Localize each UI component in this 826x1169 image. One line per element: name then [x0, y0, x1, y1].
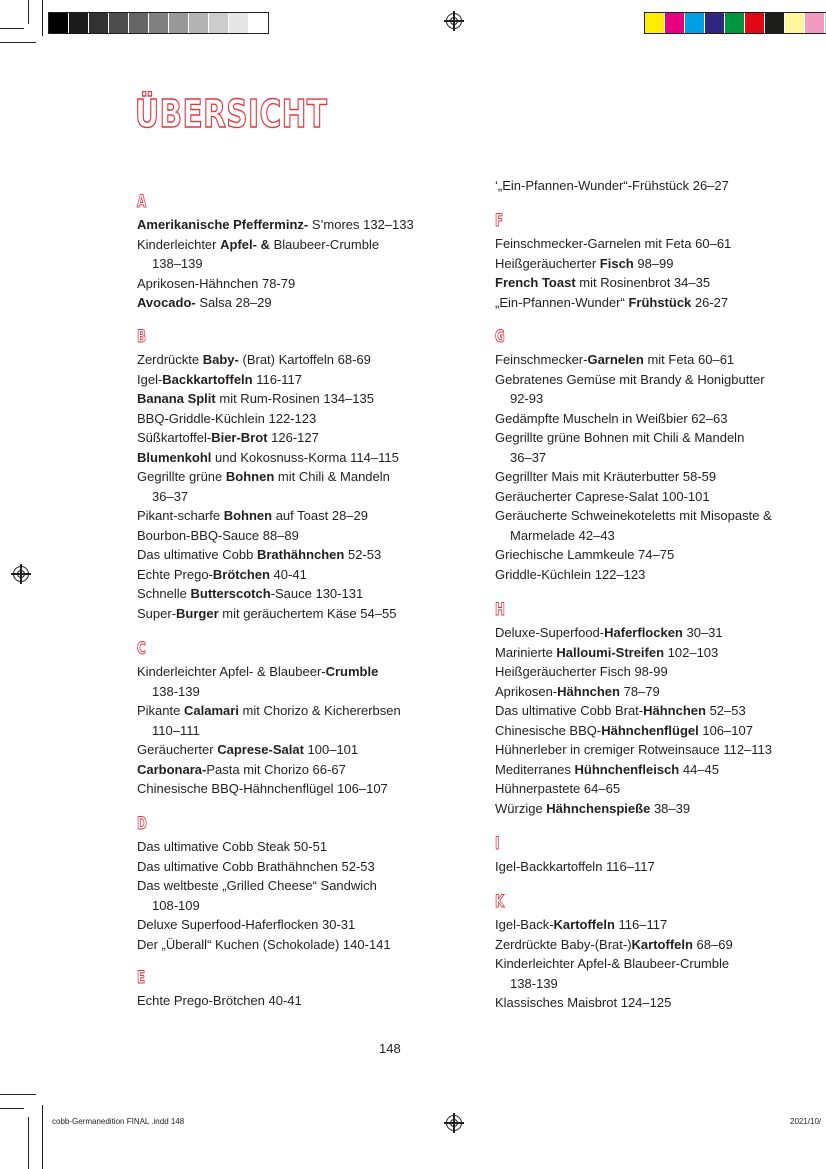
index-text: 100–101	[303, 742, 359, 757]
index-entry	[137, 876, 377, 896]
index-entry-continuation: 92-93	[510, 391, 544, 406]
index-entry	[137, 370, 302, 390]
index-entry	[137, 215, 414, 235]
index-entry	[137, 428, 319, 448]
index-entry	[495, 740, 772, 760]
section-letter: F	[495, 211, 504, 231]
index-keyword: Bier-Brot	[211, 430, 268, 445]
index-keyword: Banana Split	[137, 391, 216, 406]
index-keyword: Bohnen	[225, 469, 275, 484]
index-entry-continuation: Marmelade 42–43	[510, 527, 615, 543]
color-swatch	[685, 13, 705, 33]
index-text: 78–79	[619, 683, 660, 699]
index-text: Chinesische BBQ-	[495, 722, 602, 738]
color-swatch	[69, 13, 89, 33]
color-swatch	[765, 13, 785, 33]
index-entry	[495, 176, 729, 196]
index-text: Igel-	[137, 371, 163, 387]
index-entry	[137, 565, 307, 585]
index-text: Kinderleichter	[137, 236, 221, 252]
index-keyword: Calamari	[183, 703, 239, 718]
index-text: 102–103	[664, 644, 719, 660]
slug-date: 2021/10/	[790, 1117, 822, 1126]
index-entry	[495, 565, 645, 585]
index-keyword: Amerikanische Pfefferminz-	[137, 217, 309, 232]
index-entry	[495, 915, 667, 935]
index-text: Igel-Backkartoffeln 116–117	[495, 859, 655, 874]
index-text: Süßkartoffel-	[137, 430, 212, 445]
index-text: 38–39	[650, 800, 691, 816]
index-entry	[495, 760, 719, 780]
index-entry	[495, 293, 728, 313]
section-letter: D	[137, 814, 147, 834]
index-entry-continuation: 110–111	[152, 722, 200, 738]
index-keyword: Caprese-Salat	[217, 742, 304, 757]
index-text: Zerdrückte Baby-(Brat-)	[495, 936, 632, 952]
registration-mark-icon	[13, 566, 29, 582]
index-text: 116-117	[252, 371, 303, 387]
index-entry	[495, 682, 660, 702]
index-entry	[137, 837, 327, 857]
index-text: „Ein-Pfannen-Wunder“	[495, 294, 629, 310]
index-text: Kinderleichter Apfel- & Blaubeer-	[137, 664, 326, 679]
index-text: 26-27	[691, 294, 729, 310]
index-text: 30–31	[682, 625, 723, 640]
index-text: mit geräuchertem Käse 54–55	[218, 605, 397, 621]
index-text: 98–99	[633, 255, 674, 271]
index-text: 68–69	[692, 936, 733, 952]
color-swatch	[229, 13, 249, 33]
index-text: -Sauce 130-131	[270, 586, 364, 601]
index-text: mit Chili & Mandeln	[274, 469, 390, 484]
index-text: mit Rum-Rosinen 134–135	[215, 391, 374, 406]
index-entry	[137, 760, 346, 780]
index-text: 126-127	[267, 430, 319, 445]
index-text: 116–117	[614, 917, 668, 932]
index-text: Das ultimative Cobb Brat-	[495, 703, 644, 718]
color-swatch	[249, 13, 268, 33]
index-keyword: Burger	[176, 605, 219, 621]
index-keyword: Frühstück	[628, 294, 692, 310]
index-entry	[137, 740, 358, 760]
index-text: Das ultimative Cobb Brathähnchen 52-53	[137, 858, 375, 874]
crop-mark	[42, 0, 43, 36]
index-entry	[495, 935, 733, 955]
index-entry	[495, 428, 744, 448]
index-entry	[137, 779, 388, 799]
index-entry	[495, 779, 620, 799]
index-entry	[495, 993, 671, 1013]
index-text: Mediterranes	[495, 761, 575, 777]
index-text: ‘„Ein-Pfannen-Wunder“-Frühstück 26–27	[495, 178, 729, 193]
index-text: Gegrillter Mais mit Kräuterbutter 58-59	[495, 469, 717, 484]
index-entry	[137, 274, 295, 294]
index-text: Griechische Lammkeule 74–75	[495, 547, 675, 562]
index-entry	[495, 857, 655, 877]
section-letter: C	[137, 639, 146, 659]
index-keyword: Kartoffeln	[631, 936, 693, 952]
index-entry	[495, 273, 710, 293]
index-text: Heißgeräucherter	[495, 255, 600, 271]
index-entry	[495, 799, 690, 819]
index-text: 52–53	[705, 703, 746, 718]
index-keyword: Crumble	[325, 664, 379, 679]
registration-mark-icon	[446, 1115, 462, 1131]
crop-mark	[0, 1094, 36, 1095]
index-text: und Kokosnuss-Korma 114–115	[211, 449, 399, 465]
index-keyword: Bohnen	[223, 508, 273, 523]
index-entry	[137, 584, 363, 604]
index-text: Geräucherte Schweinekoteletts mit Misopaste &	[495, 508, 772, 523]
index-keyword: Butterscotch	[190, 586, 271, 601]
index-keyword: Avocado-	[137, 295, 196, 310]
index-text: Super-	[137, 605, 177, 621]
crop-mark	[0, 42, 36, 43]
index-keyword: Brathähnchen	[256, 547, 345, 562]
index-text: Gebratenes Gemüse mit Brandy & Honigbutter	[495, 371, 765, 387]
index-keyword: Baby-	[202, 352, 239, 367]
index-keyword: Hähnchenflügel	[601, 722, 699, 738]
index-keyword: Backkartoffeln	[162, 371, 253, 387]
index-entry	[137, 389, 374, 409]
index-text: Deluxe Superfood-Haferflocken 30-31	[137, 917, 356, 932]
index-entry	[137, 467, 390, 487]
section-letter: A	[137, 192, 147, 212]
index-entry	[137, 857, 375, 877]
index-entry	[137, 701, 401, 721]
index-entry-continuation: 108-109	[152, 897, 200, 913]
index-entry-continuation: 138–139	[152, 256, 203, 271]
index-text: Pasta mit Chorizo 66-67	[206, 761, 346, 777]
section-letter: E	[137, 968, 146, 988]
index-keyword: Kartoffeln	[553, 917, 615, 932]
color-swatch	[705, 13, 725, 33]
index-keyword: Hähnchen	[643, 703, 706, 718]
index-entry	[495, 234, 731, 254]
index-entry	[495, 350, 734, 370]
color-swatch	[49, 13, 69, 33]
color-swatch	[189, 13, 209, 33]
index-entry	[495, 643, 718, 663]
index-text: S’mores 132–133	[308, 217, 414, 232]
index-keyword: Garnelen	[587, 352, 644, 367]
index-text: Igel-Back-	[495, 917, 554, 932]
index-entry	[137, 235, 379, 255]
index-entry	[137, 662, 378, 682]
index-text: mit Rosinenbrot 34–35	[575, 275, 711, 290]
index-text: Gegrillte grüne	[137, 469, 226, 484]
index-text: Gedämpfte Muscheln in Weißbier 62–63	[495, 410, 728, 426]
crop-mark	[0, 28, 24, 29]
index-text: Geräucherter Caprese-Salat 100-101	[495, 488, 710, 504]
index-text: mit Feta 60–61	[643, 352, 735, 367]
index-keyword: Apfel- &	[220, 236, 270, 252]
index-text: Geräucherter	[137, 742, 218, 757]
index-keyword: Fisch	[599, 255, 634, 271]
index-entry	[137, 991, 302, 1011]
index-keyword: Haferflocken	[604, 625, 683, 640]
index-text: Pikante	[137, 703, 184, 718]
index-text: 40-41	[269, 566, 307, 582]
index-text: 44–45	[679, 761, 719, 777]
index-entry	[137, 915, 355, 935]
gray-color-bar	[48, 12, 269, 34]
section-letter: G	[495, 327, 505, 347]
registration-mark-icon	[446, 13, 462, 29]
index-text: Hühnerpastete 64–65	[495, 781, 621, 796]
index-entry	[495, 662, 668, 682]
index-entry	[137, 448, 399, 468]
index-text: auf Toast 28–29	[272, 508, 368, 523]
index-entry	[137, 526, 299, 546]
color-swatch	[109, 13, 129, 33]
index-entry	[137, 935, 391, 955]
index-text: Bourbon-BBQ-Sauce 88–89	[137, 527, 299, 543]
crop-mark	[28, 0, 29, 24]
index-text: Feinschmecker-Garnelen mit Feta 60–61	[495, 236, 732, 251]
index-text: mit Chorizo & Kichererbsen	[238, 703, 401, 718]
color-swatch	[745, 13, 765, 33]
index-keyword: Brötchen	[212, 566, 270, 582]
index-text: Echte Prego-Brötchen 40-41	[137, 993, 302, 1008]
index-keyword: French Toast	[495, 275, 576, 290]
crop-mark	[28, 1117, 29, 1169]
index-text: Kinderleichter Apfel-& Blaubeer-Crumble	[495, 956, 730, 971]
index-text: BBQ-Griddle-Küchlein 122-123	[137, 410, 317, 426]
color-swatch	[645, 13, 665, 33]
color-swatch	[805, 13, 825, 33]
index-text: Blaubeer-Crumble	[269, 236, 380, 252]
color-swatch	[665, 13, 685, 33]
color-swatch	[149, 13, 169, 33]
index-entry	[495, 370, 765, 390]
index-entry-continuation: 36–37	[510, 449, 547, 465]
index-text: Feinschmecker-	[495, 352, 588, 367]
index-entry	[495, 254, 674, 274]
index-text: Chinesische BBQ-Hähnchenflügel 106–107	[137, 781, 388, 796]
index-text: Der „Überall“ Kuchen (Schokolade) 140-141	[137, 936, 391, 952]
section-letter: K	[495, 892, 505, 912]
index-entry	[495, 954, 729, 974]
index-entry-continuation: 138-139	[510, 975, 558, 991]
color-swatch	[209, 13, 229, 33]
index-entry	[137, 506, 368, 526]
page-title: ÜBERSICHT	[135, 92, 328, 136]
index-entry	[495, 721, 753, 741]
index-keyword: Halloumi-Streifen	[556, 644, 665, 660]
index-keyword: Hähnchen	[557, 683, 620, 699]
color-swatch	[129, 13, 149, 33]
index-text: Deluxe-Superfood-	[495, 625, 605, 640]
page-number: 148	[379, 1041, 401, 1056]
index-entry	[137, 293, 272, 313]
index-text: Marinierte	[495, 644, 557, 660]
index-text: Aprikosen-Hähnchen 78-79	[137, 275, 296, 291]
index-text: Heißgeräucherter Fisch 98-99	[495, 664, 668, 679]
index-entry	[137, 409, 316, 429]
index-entry	[495, 545, 674, 565]
index-keyword: Hähnchenspieße	[546, 800, 651, 816]
index-text: Hühnerleber in cremiger Rotweinsauce 112–113	[495, 742, 773, 757]
index-entry	[137, 604, 396, 624]
slug-file: cobb-Germanedition FINAL .indd 148	[52, 1117, 185, 1126]
index-entry	[495, 409, 727, 429]
crop-mark	[42, 1105, 43, 1169]
color-swatch	[785, 13, 805, 33]
index-entry	[495, 623, 723, 643]
index-entry	[495, 701, 746, 721]
index-text: 52-53	[344, 547, 382, 562]
color-swatch	[169, 13, 189, 33]
color-swatch	[725, 13, 745, 33]
index-entry-continuation: 36–37	[152, 488, 189, 504]
index-entry	[137, 350, 371, 370]
index-text: Würzige	[495, 800, 547, 816]
index-text: (Brat) Kartoffeln 68-69	[238, 352, 371, 367]
index-text: Pikant-scharfe	[137, 508, 224, 523]
index-text: Schnelle	[137, 586, 191, 601]
index-keyword: Blumenkohl	[137, 449, 212, 465]
index-entry	[495, 487, 710, 507]
section-letter: I	[495, 834, 500, 854]
color-swatch	[89, 13, 109, 33]
process-color-bar	[644, 12, 826, 34]
index-text: Das weltbeste „Grilled Cheese“ Sandwich	[137, 878, 377, 893]
index-text: Echte Prego-	[137, 566, 213, 582]
index-keyword: Carbonara-	[137, 761, 207, 777]
index-text: Das ultimative Cobb	[137, 547, 257, 562]
index-entry	[137, 545, 381, 565]
index-text: Klassisches Maisbrot 124–125	[495, 995, 672, 1010]
index-text: Griddle-Küchlein 122–123	[495, 566, 646, 582]
index-text: Zerdrückte	[137, 352, 203, 367]
index-text: Aprikosen-	[495, 683, 558, 699]
section-letter: H	[495, 600, 505, 620]
index-text: 106–107	[698, 722, 753, 738]
index-text: Das ultimative Cobb Steak 50-51	[137, 839, 328, 854]
index-text: Gegrillte grüne Bohnen mit Chili & Mandeln	[495, 430, 745, 445]
section-letter: B	[137, 327, 147, 347]
crop-mark	[0, 1108, 24, 1109]
index-entry	[495, 467, 716, 487]
index-text: Salsa 28–29	[195, 295, 272, 310]
index-entry	[495, 506, 772, 526]
index-entry-continuation: 138-139	[152, 683, 200, 699]
index-keyword: Hühnchenfleisch	[574, 761, 680, 777]
